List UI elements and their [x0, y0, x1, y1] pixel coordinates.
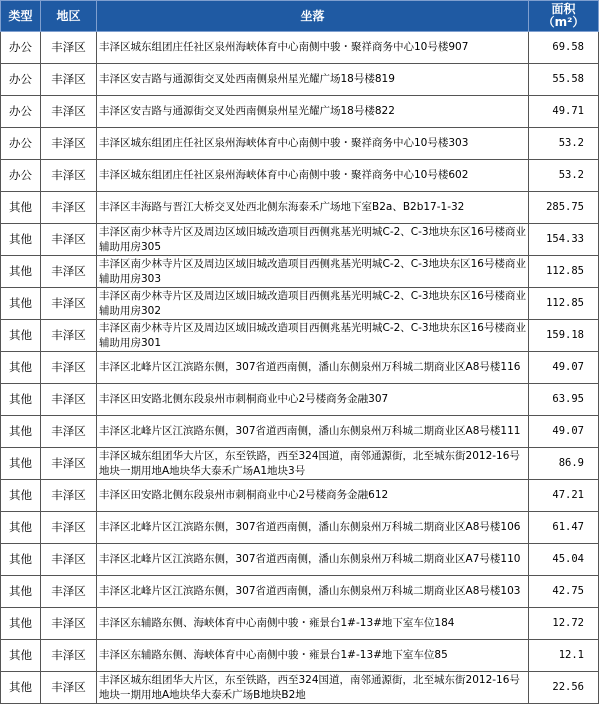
cell-district: 丰泽区	[41, 416, 97, 448]
cell-district: 丰泽区	[41, 384, 97, 416]
cell-location: 丰泽区北峰片区江滨路东侧，307省道西南侧，潘山东侧泉州万科城二期商业区A7号楼110	[97, 544, 529, 576]
cell-district: 丰泽区	[41, 256, 97, 288]
cell-area: 285.75	[529, 192, 599, 224]
cell-location: 丰泽区安吉路与通源街交叉处西南侧泉州星光耀广场18号楼819	[97, 64, 529, 96]
cell-type: 其他	[1, 480, 41, 512]
table-body	[1, 32, 599, 704]
cell-type: 办公	[1, 128, 41, 160]
cell-type: 办公	[1, 64, 41, 96]
cell-type: 其他	[1, 352, 41, 384]
cell-area: 154.33	[529, 224, 599, 256]
table-row	[1, 448, 599, 480]
cell-district: 丰泽区	[41, 608, 97, 640]
table-row	[1, 384, 599, 416]
table-row	[1, 96, 599, 128]
cell-type: 其他	[1, 608, 41, 640]
table-row	[1, 128, 599, 160]
cell-location: 丰泽区北峰片区江滨路东侧，307省道西南侧，潘山东侧泉州万科城二期商业区A8号楼116	[97, 352, 529, 384]
table-row	[1, 576, 599, 608]
cell-area: 49.07	[529, 352, 599, 384]
table-row	[1, 672, 599, 704]
cell-type: 其他	[1, 288, 41, 320]
cell-area: 49.07	[529, 416, 599, 448]
cell-location: 丰泽区田安路北侧东段泉州市刺桐商业中心2号楼商务金融307	[97, 384, 529, 416]
cell-type: 办公	[1, 32, 41, 64]
cell-area: 112.85	[529, 288, 599, 320]
cell-area: 22.56	[529, 672, 599, 704]
cell-type: 其他	[1, 576, 41, 608]
cell-location: 丰泽区北峰片区江滨路东侧，307省道西南侧，潘山东侧泉州万科城二期商业区A8号楼106	[97, 512, 529, 544]
cell-type: 其他	[1, 192, 41, 224]
header-district: 地区	[41, 1, 97, 32]
cell-district: 丰泽区	[41, 32, 97, 64]
cell-area: 49.71	[529, 96, 599, 128]
cell-district: 丰泽区	[41, 352, 97, 384]
cell-type: 其他	[1, 384, 41, 416]
cell-type: 其他	[1, 224, 41, 256]
header-area-unit: （m²）	[542, 15, 585, 29]
table-row	[1, 640, 599, 672]
cell-location: 丰泽区北峰片区江滨路东侧，307省道西南侧，潘山东侧泉州万科城二期商业区A8号楼103	[97, 576, 529, 608]
cell-location: 丰泽区南少林寺片区及周边区域旧城改造项目西侧兆基光明城C-2、C-3地块东区16号楼商业辅助用房305	[97, 224, 529, 256]
cell-area: 12.72	[529, 608, 599, 640]
cell-type: 其他	[1, 448, 41, 480]
header-type: 类型	[1, 1, 41, 32]
cell-district: 丰泽区	[41, 640, 97, 672]
cell-area: 42.75	[529, 576, 599, 608]
table-row	[1, 64, 599, 96]
cell-location: 丰泽区城东组团华大片区，东至铁路，西至324国道，南邻通源街，北至城东街2012-16号地块一期用地A地块华大泰禾广场A1地块3号	[97, 448, 529, 480]
cell-location: 丰泽区安吉路与通源街交叉处西南侧泉州星光耀广场18号楼822	[97, 96, 529, 128]
cell-district: 丰泽区	[41, 128, 97, 160]
cell-location: 丰泽区城东组团华大片区，东至铁路，西至324国道，南邻通源街，北至城东街2012-16号地块一期用地A地块华大泰禾广场B地块B2地	[97, 672, 529, 704]
table-row	[1, 288, 599, 320]
cell-type: 办公	[1, 160, 41, 192]
table-row	[1, 352, 599, 384]
cell-district: 丰泽区	[41, 576, 97, 608]
cell-area: 12.1	[529, 640, 599, 672]
cell-district: 丰泽区	[41, 512, 97, 544]
cell-location: 丰泽区丰海路与晋江大桥交叉处西北侧东海泰禾广场地下室B2a、B2b17-1-32	[97, 192, 529, 224]
table-row	[1, 320, 599, 352]
cell-area: 61.47	[529, 512, 599, 544]
cell-location: 丰泽区城东组团庄任社区泉州海峡体育中心南侧中骏・聚祥商务中心10号楼907	[97, 32, 529, 64]
cell-district: 丰泽区	[41, 480, 97, 512]
cell-location: 丰泽区南少林寺片区及周边区域旧城改造项目西侧兆基光明城C-2、C-3地块东区16号楼商业辅助用房302	[97, 288, 529, 320]
cell-district: 丰泽区	[41, 160, 97, 192]
cell-type: 其他	[1, 640, 41, 672]
cell-location: 丰泽区城东组团庄任社区泉州海峡体育中心南侧中骏・聚祥商务中心10号楼303	[97, 128, 529, 160]
cell-location: 丰泽区田安路北侧东段泉州市刺桐商业中心2号楼商务金融612	[97, 480, 529, 512]
cell-area: 53.2	[529, 128, 599, 160]
cell-area: 55.58	[529, 64, 599, 96]
cell-location: 丰泽区东辅路东侧、海峡体育中心南侧中骏・雍景台1#-13#地下室车位85	[97, 640, 529, 672]
table-row	[1, 256, 599, 288]
cell-location: 丰泽区东辅路东侧、海峡体育中心南侧中骏・雍景台1#-13#地下室车位184	[97, 608, 529, 640]
table-row	[1, 480, 599, 512]
cell-type: 其他	[1, 416, 41, 448]
header-location: 坐落	[97, 1, 529, 32]
cell-location: 丰泽区北峰片区江滨路东侧，307省道西南侧，潘山东侧泉州万科城二期商业区A8号楼111	[97, 416, 529, 448]
cell-area: 47.21	[529, 480, 599, 512]
table-row	[1, 512, 599, 544]
table-row	[1, 160, 599, 192]
cell-area: 63.95	[529, 384, 599, 416]
table-row	[1, 224, 599, 256]
table-row	[1, 416, 599, 448]
cell-type: 其他	[1, 672, 41, 704]
cell-area: 69.58	[529, 32, 599, 64]
cell-area: 45.04	[529, 544, 599, 576]
cell-type: 其他	[1, 256, 41, 288]
header-area-label: 面积	[551, 2, 576, 16]
header-row	[1, 1, 599, 32]
cell-type: 其他	[1, 512, 41, 544]
cell-type: 其他	[1, 320, 41, 352]
cell-district: 丰泽区	[41, 320, 97, 352]
cell-area: 112.85	[529, 256, 599, 288]
cell-type: 办公	[1, 96, 41, 128]
table-row	[1, 192, 599, 224]
cell-district: 丰泽区	[41, 672, 97, 704]
table-row	[1, 32, 599, 64]
cell-district: 丰泽区	[41, 544, 97, 576]
cell-district: 丰泽区	[41, 192, 97, 224]
cell-type: 其他	[1, 544, 41, 576]
cell-district: 丰泽区	[41, 96, 97, 128]
cell-district: 丰泽区	[41, 224, 97, 256]
cell-location: 丰泽区南少林寺片区及周边区域旧城改造项目西侧兆基光明城C-2、C-3地块东区16号楼商业辅助用房301	[97, 320, 529, 352]
cell-area: 53.2	[529, 160, 599, 192]
cell-location: 丰泽区城东组团庄任社区泉州海峡体育中心南侧中骏・聚祥商务中心10号楼602	[97, 160, 529, 192]
cell-district: 丰泽区	[41, 288, 97, 320]
cell-location: 丰泽区南少林寺片区及周边区域旧城改造项目西侧兆基光明城C-2、C-3地块东区16号楼商业辅助用房303	[97, 256, 529, 288]
cell-area: 86.9	[529, 448, 599, 480]
cell-district: 丰泽区	[41, 448, 97, 480]
header-area	[529, 1, 599, 32]
table-row	[1, 544, 599, 576]
table-row	[1, 608, 599, 640]
cell-district: 丰泽区	[41, 64, 97, 96]
cell-area: 159.18	[529, 320, 599, 352]
